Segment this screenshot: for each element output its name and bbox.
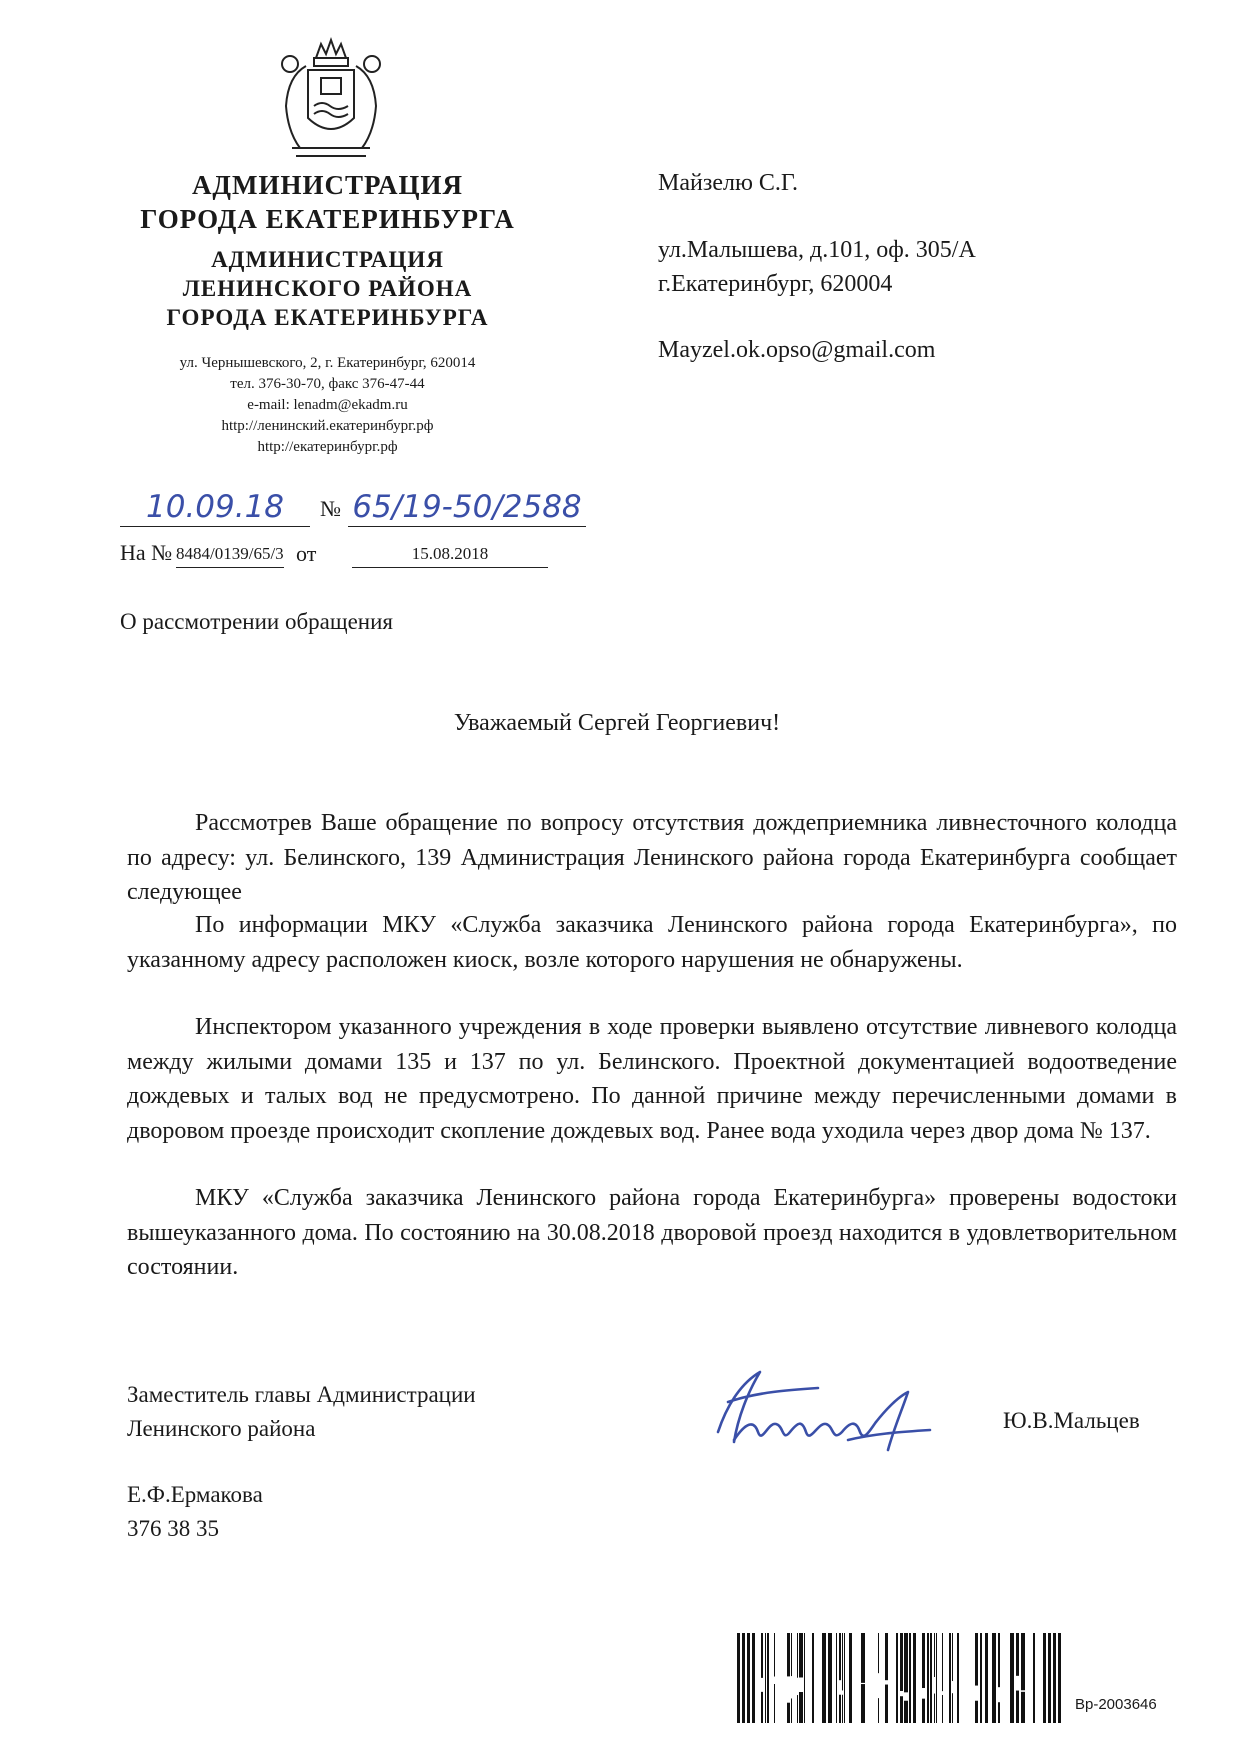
executor-name: Е.Ф.Ермакова: [127, 1482, 263, 1507]
dept-line-2: ЛЕНИНСКОГО РАЙОНА: [182, 276, 473, 301]
body-paragraph-3: Инспектором указанного учреждения в ходе проверки выявлено отсутствие ливневого колодца между жилыми домами 135 и 137 по ул. Белинского. Проектной документацией водоотведение дождевых и талых вод не предусмотрено. По данной причине между перечисленными домами в дворовом проезде происходит скопление дождевых вод. Ранее вода уходила через двор дома № 137.: [127, 1014, 1177, 1144]
outgoing-date: 10.09.18: [120, 488, 310, 527]
body-paragraph-2: По информации МКУ «Служба заказчика Ленинского района города Екатеринбурга», по указанному адресу расположен киоск, возле которого нарушения не обнаружены.: [127, 912, 1177, 973]
org-site-2: http://екатеринбург.рф: [257, 439, 398, 455]
org-email: e-mail: lenadm@ekadm.ru: [247, 397, 408, 413]
signatory-position-line-1: Заместитель главы Администрации: [127, 1382, 476, 1407]
body-paragraph-4: МКУ «Служба заказчика Ленинского района города Екатеринбурга» проверены водостоки вышеуказанного дома. По состоянию на 30.08.2018 дворовой проезд находится в удовлетворительном состоянии.: [127, 1185, 1177, 1280]
salutation: Уважаемый Сергей Георгиевич!: [453, 710, 781, 736]
signatory-position-line-2: Ленинского района: [127, 1416, 316, 1441]
org-phone: тел. 376-30-70, факс 376-47-44: [230, 376, 425, 392]
number-label: №: [320, 496, 341, 521]
org-address: ул. Чернышевского, 2, г. Екатеринбург, 620014: [179, 355, 476, 371]
department-name: [130, 245, 525, 332]
letterhead-contacts: [125, 353, 530, 458]
reference-date-label: от: [296, 541, 317, 566]
org-line-1: АДМИНИСТРАЦИЯ: [191, 170, 464, 200]
addressee-city: г.Екатеринбург, 620004: [658, 271, 893, 297]
letter-subject: О рассмотрении обращения: [120, 609, 393, 634]
coat-of-arms-icon: [266, 36, 396, 166]
addressee-street: ул.Малышева, д.101, оф. 305/А: [658, 237, 976, 263]
reference-label: На №: [120, 540, 173, 565]
signatory-name: Ю.В.Мальцев: [1003, 1408, 1140, 1433]
reference-number: 8484/0139/65/3: [176, 541, 284, 568]
barcode-id: Вр-2003646: [1075, 1696, 1157, 1713]
addressee-name: Майзелю С.Г.: [658, 170, 799, 196]
org-site-1: http://ленинский.екатеринбург.рф: [221, 418, 434, 434]
org-line-2: ГОРОДА ЕКАТЕРИНБУРГА: [140, 204, 515, 234]
handwritten-signature-icon: [698, 1362, 948, 1457]
outgoing-number: 65/19-50/2588: [348, 488, 586, 527]
dept-line-3: ГОРОДА ЕКАТЕРИНБУРГА: [166, 305, 489, 330]
body-paragraph-1: Рассмотрев Ваше обращение по вопросу отсутствия дождеприемника ливнесточного колодца по адресу: ул. Белинского, 139 Администрация Ленинского района города Екатеринбурга сообщает следующее: [127, 810, 1177, 905]
reference-date: 15.08.2018: [352, 541, 548, 568]
executor-phone: 376 38 35: [127, 1516, 219, 1541]
dept-line-1: АДМИНИСТРАЦИЯ: [211, 247, 444, 272]
barcode-icon: [737, 1633, 1067, 1723]
addressee-email: Mayzel.ok.opso@gmail.com: [658, 337, 936, 363]
organization-name: [120, 168, 535, 236]
